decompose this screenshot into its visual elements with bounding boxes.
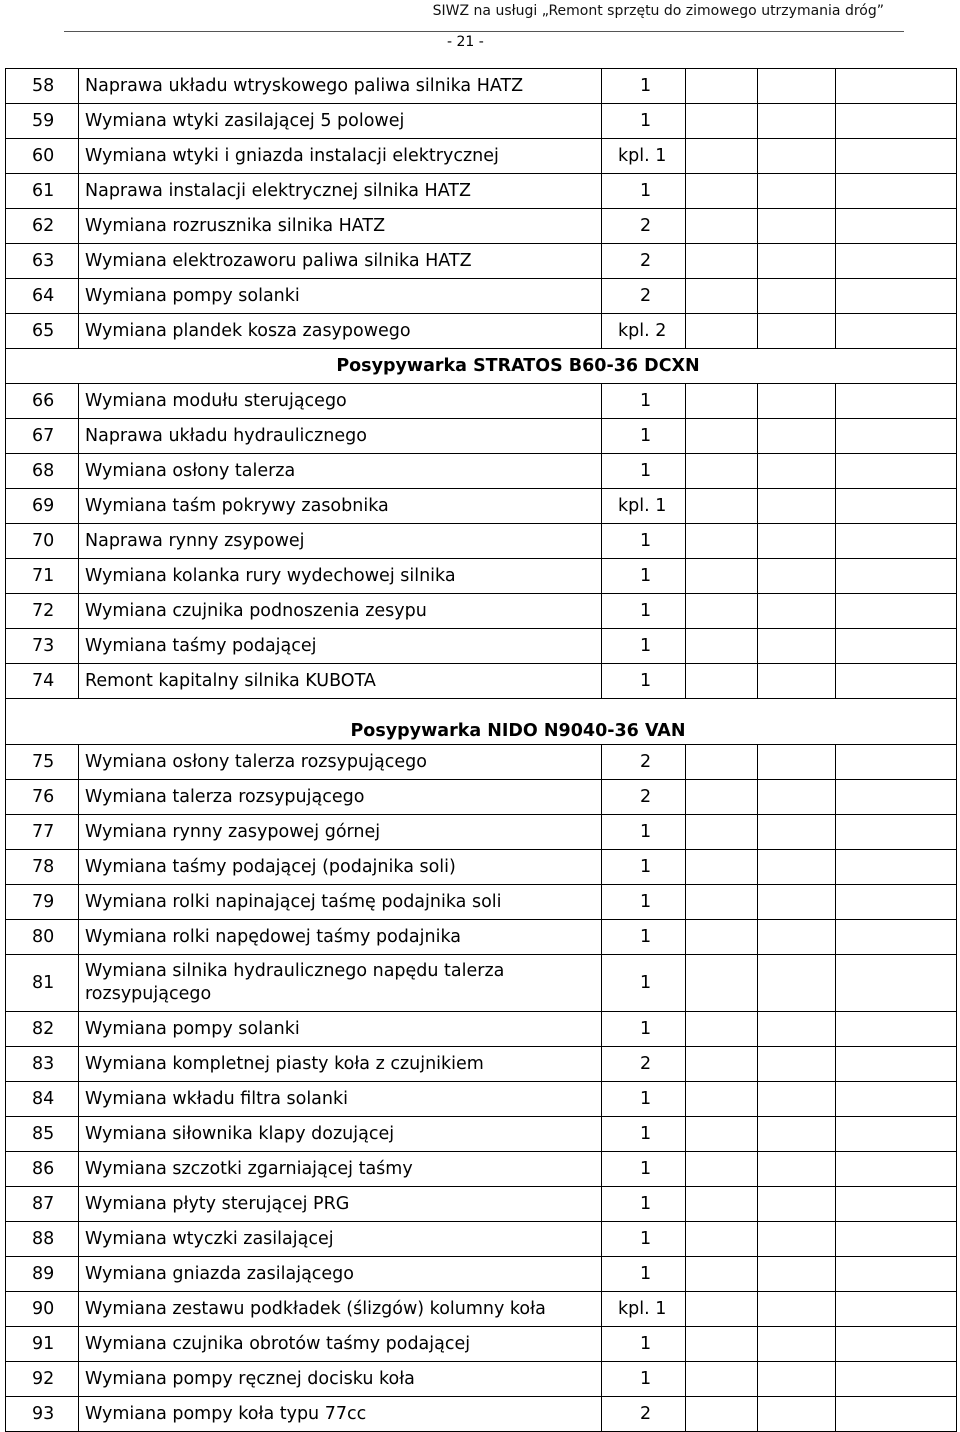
empty-cell — [758, 1117, 836, 1152]
table-row — [6, 419, 957, 454]
empty-cell — [836, 419, 957, 454]
item-description-cell: Wymiana rolki napinającej taśmę podajnika soli — [79, 885, 602, 920]
item-quantity-cell: 1 — [602, 1222, 686, 1257]
item-number-cell: 79 — [6, 885, 79, 920]
item-quantity-cell: kpl. 1 — [602, 139, 686, 174]
item-quantity-cell: 1 — [602, 1012, 686, 1047]
item-number-cell: 71 — [6, 559, 79, 594]
empty-cell — [686, 594, 758, 629]
table-row — [6, 104, 957, 139]
table-row — [6, 1117, 957, 1152]
item-number-cell: 58 — [6, 69, 79, 104]
empty-cell — [758, 885, 836, 920]
item-description-cell: Wymiana pompy solanki — [79, 1012, 602, 1047]
empty-cell — [836, 629, 957, 664]
item-quantity-cell: 1 — [602, 1152, 686, 1187]
empty-cell — [758, 920, 836, 955]
empty-cell — [686, 1012, 758, 1047]
empty-cell — [758, 1292, 836, 1327]
empty-cell — [758, 174, 836, 209]
item-quantity-cell: 1 — [602, 1362, 686, 1397]
empty-cell — [686, 419, 758, 454]
item-description-cell: Wymiana pompy solanki — [79, 279, 602, 314]
item-description-cell: Wymiana silnika hydraulicznego napędu talerza rozsypującego — [79, 955, 602, 1012]
empty-cell — [836, 489, 957, 524]
empty-cell — [758, 1152, 836, 1187]
table-row — [6, 955, 957, 1012]
empty-cell — [686, 1187, 758, 1222]
item-description-cell: Wymiana rynny zasypowej górnej — [79, 815, 602, 850]
table-row — [6, 1362, 957, 1397]
empty-cell — [686, 920, 758, 955]
item-number-cell: 86 — [6, 1152, 79, 1187]
empty-cell — [836, 1012, 957, 1047]
empty-cell — [758, 850, 836, 885]
empty-cell — [686, 524, 758, 559]
item-description-cell: Wymiana elektrozaworu paliwa silnika HATZ — [79, 244, 602, 279]
item-description-cell: Naprawa układu wtryskowego paliwa silnika HATZ — [79, 69, 602, 104]
section-header-row — [6, 699, 957, 745]
section-header-row — [6, 349, 957, 384]
item-quantity-cell: 2 — [602, 209, 686, 244]
item-description-cell: Naprawa układu hydraulicznego — [79, 419, 602, 454]
empty-cell — [836, 209, 957, 244]
empty-cell — [686, 1292, 758, 1327]
repair-items-table — [5, 68, 957, 1432]
empty-cell — [836, 244, 957, 279]
item-number-cell: 70 — [6, 524, 79, 559]
section-title: Posypywarka NIDO N9040-36 VAN — [6, 699, 957, 745]
table-row — [6, 1327, 957, 1362]
empty-cell — [836, 314, 957, 349]
table-row — [6, 745, 957, 780]
item-number-cell: 74 — [6, 664, 79, 699]
item-description-cell: Wymiana pompy ręcznej docisku koła — [79, 1362, 602, 1397]
item-quantity-cell: 1 — [602, 594, 686, 629]
empty-cell — [686, 1047, 758, 1082]
item-quantity-cell: 1 — [602, 524, 686, 559]
item-quantity-cell: kpl. 1 — [602, 489, 686, 524]
table-row — [6, 1152, 957, 1187]
table-row — [6, 594, 957, 629]
table-row — [6, 454, 957, 489]
item-number-cell: 81 — [6, 955, 79, 1012]
item-description-cell: Wymiana czujnika obrotów taśmy podającej — [79, 1327, 602, 1362]
empty-cell — [686, 559, 758, 594]
empty-cell — [836, 745, 957, 780]
item-quantity-cell: 1 — [602, 885, 686, 920]
empty-cell — [758, 244, 836, 279]
table-row — [6, 1292, 957, 1327]
item-number-cell: 83 — [6, 1047, 79, 1082]
item-description-cell: Wymiana gniazda zasilającego — [79, 1257, 602, 1292]
item-number-cell: 65 — [6, 314, 79, 349]
item-description-cell: Wymiana siłownika klapy dozującej — [79, 1117, 602, 1152]
empty-cell — [836, 1362, 957, 1397]
item-quantity-cell: 1 — [602, 850, 686, 885]
item-number-cell: 88 — [6, 1222, 79, 1257]
item-number-cell: 63 — [6, 244, 79, 279]
empty-cell — [686, 664, 758, 699]
empty-cell — [758, 664, 836, 699]
item-number-cell: 69 — [6, 489, 79, 524]
table-row — [6, 1397, 957, 1432]
empty-cell — [758, 1362, 836, 1397]
item-number-cell: 82 — [6, 1012, 79, 1047]
empty-cell — [836, 524, 957, 559]
empty-cell — [686, 104, 758, 139]
table-row — [6, 244, 957, 279]
table-row — [6, 1222, 957, 1257]
item-description-cell: Wymiana zestawu podkładek (ślizgów) kolumny koła — [79, 1292, 602, 1327]
empty-cell — [836, 1047, 957, 1082]
header-divider — [64, 31, 904, 32]
item-number-cell: 67 — [6, 419, 79, 454]
item-number-cell: 91 — [6, 1327, 79, 1362]
item-number-cell: 64 — [6, 279, 79, 314]
empty-cell — [836, 850, 957, 885]
empty-cell — [758, 279, 836, 314]
item-description-cell: Wymiana pompy koła typu 77cc — [79, 1397, 602, 1432]
item-description-cell: Wymiana wkładu filtra solanki — [79, 1082, 602, 1117]
empty-cell — [758, 780, 836, 815]
item-number-cell: 68 — [6, 454, 79, 489]
empty-cell — [686, 1397, 758, 1432]
item-quantity-cell: 1 — [602, 384, 686, 419]
empty-cell — [758, 104, 836, 139]
empty-cell — [758, 489, 836, 524]
table-row — [6, 209, 957, 244]
item-number-cell: 75 — [6, 745, 79, 780]
item-quantity-cell: 2 — [602, 1047, 686, 1082]
empty-cell — [686, 1362, 758, 1397]
item-quantity-cell: 1 — [602, 1117, 686, 1152]
item-quantity-cell: 1 — [602, 69, 686, 104]
table-row — [6, 1047, 957, 1082]
item-description-cell: Remont kapitalny silnika KUBOTA — [79, 664, 602, 699]
empty-cell — [758, 384, 836, 419]
empty-cell — [686, 139, 758, 174]
empty-cell — [686, 629, 758, 664]
empty-cell — [758, 1327, 836, 1362]
table-row — [6, 1012, 957, 1047]
empty-cell — [836, 885, 957, 920]
item-description-cell: Wymiana kompletnej piasty koła z czujnikiem — [79, 1047, 602, 1082]
item-number-cell: 87 — [6, 1187, 79, 1222]
item-number-cell: 78 — [6, 850, 79, 885]
item-description-cell: Wymiana plandek kosza zasypowego — [79, 314, 602, 349]
item-quantity-cell: 1 — [602, 815, 686, 850]
empty-cell — [686, 815, 758, 850]
item-description-cell: Wymiana wtyki i gniazda instalacji elektrycznej — [79, 139, 602, 174]
empty-cell — [758, 955, 836, 1012]
empty-cell — [758, 1012, 836, 1047]
table-row — [6, 885, 957, 920]
item-quantity-cell: 1 — [602, 1082, 686, 1117]
item-quantity-cell: 1 — [602, 104, 686, 139]
table-body — [6, 69, 957, 1432]
empty-cell — [758, 629, 836, 664]
item-quantity-cell: 2 — [602, 1397, 686, 1432]
item-quantity-cell: 2 — [602, 745, 686, 780]
table-row — [6, 815, 957, 850]
empty-cell — [686, 1222, 758, 1257]
item-number-cell: 61 — [6, 174, 79, 209]
item-number-cell: 72 — [6, 594, 79, 629]
item-quantity-cell: 2 — [602, 279, 686, 314]
table-row — [6, 384, 957, 419]
empty-cell — [686, 780, 758, 815]
empty-cell — [758, 1047, 836, 1082]
item-description-cell: Wymiana modułu sterującego — [79, 384, 602, 419]
item-number-cell: 80 — [6, 920, 79, 955]
table-row — [6, 664, 957, 699]
page-number: - 21 - — [447, 34, 484, 50]
item-number-cell: 62 — [6, 209, 79, 244]
empty-cell — [686, 955, 758, 1012]
empty-cell — [758, 69, 836, 104]
item-quantity-cell: 1 — [602, 629, 686, 664]
empty-cell — [758, 745, 836, 780]
empty-cell — [836, 1187, 957, 1222]
empty-cell — [758, 594, 836, 629]
table-row — [6, 629, 957, 664]
item-number-cell: 93 — [6, 1397, 79, 1432]
empty-cell — [686, 244, 758, 279]
table-row — [6, 850, 957, 885]
empty-cell — [758, 139, 836, 174]
table-row — [6, 524, 957, 559]
table-row — [6, 69, 957, 104]
item-description-cell: Wymiana wtyczki zasilającej — [79, 1222, 602, 1257]
empty-cell — [836, 664, 957, 699]
empty-cell — [686, 174, 758, 209]
empty-cell — [836, 1222, 957, 1257]
item-quantity-cell: kpl. 2 — [602, 314, 686, 349]
item-description-cell: Wymiana płyty sterującej PRG — [79, 1187, 602, 1222]
table-row — [6, 1187, 957, 1222]
item-quantity-cell: kpl. 1 — [602, 1292, 686, 1327]
item-number-cell: 89 — [6, 1257, 79, 1292]
empty-cell — [836, 815, 957, 850]
item-description-cell: Wymiana talerza rozsypującego — [79, 780, 602, 815]
item-description-cell: Naprawa rynny zsypowej — [79, 524, 602, 559]
empty-cell — [758, 209, 836, 244]
table-row — [6, 1257, 957, 1292]
item-number-cell: 76 — [6, 780, 79, 815]
item-quantity-cell: 1 — [602, 664, 686, 699]
empty-cell — [836, 955, 957, 1012]
table-row — [6, 920, 957, 955]
empty-cell — [758, 1082, 836, 1117]
empty-cell — [836, 384, 957, 419]
empty-cell — [836, 559, 957, 594]
item-quantity-cell: 1 — [602, 1257, 686, 1292]
item-quantity-cell: 1 — [602, 920, 686, 955]
empty-cell — [836, 780, 957, 815]
empty-cell — [836, 1397, 957, 1432]
item-number-cell: 85 — [6, 1117, 79, 1152]
item-number-cell: 59 — [6, 104, 79, 139]
empty-cell — [686, 454, 758, 489]
empty-cell — [836, 279, 957, 314]
item-description-cell: Wymiana kolanka rury wydechowej silnika — [79, 559, 602, 594]
item-number-cell: 60 — [6, 139, 79, 174]
item-quantity-cell: 2 — [602, 244, 686, 279]
empty-cell — [836, 1082, 957, 1117]
item-description-cell: Wymiana taśm pokrywy zasobnika — [79, 489, 602, 524]
empty-cell — [836, 1292, 957, 1327]
item-description-cell: Wymiana wtyki zasilającej 5 polowej — [79, 104, 602, 139]
item-number-cell: 84 — [6, 1082, 79, 1117]
empty-cell — [758, 1257, 836, 1292]
empty-cell — [758, 524, 836, 559]
item-number-cell: 66 — [6, 384, 79, 419]
item-quantity-cell: 1 — [602, 174, 686, 209]
empty-cell — [836, 594, 957, 629]
table-row — [6, 1082, 957, 1117]
item-number-cell: 73 — [6, 629, 79, 664]
item-quantity-cell: 1 — [602, 1187, 686, 1222]
item-description-cell: Wymiana czujnika podnoszenia zesypu — [79, 594, 602, 629]
empty-cell — [686, 1327, 758, 1362]
empty-cell — [758, 1187, 836, 1222]
empty-cell — [836, 920, 957, 955]
empty-cell — [836, 1117, 957, 1152]
empty-cell — [686, 1082, 758, 1117]
empty-cell — [686, 209, 758, 244]
table-row — [6, 279, 957, 314]
empty-cell — [758, 454, 836, 489]
table-row — [6, 174, 957, 209]
item-description-cell: Naprawa instalacji elektrycznej silnika HATZ — [79, 174, 602, 209]
item-number-cell: 77 — [6, 815, 79, 850]
table-row — [6, 139, 957, 174]
empty-cell — [836, 1257, 957, 1292]
empty-cell — [686, 1152, 758, 1187]
empty-cell — [758, 815, 836, 850]
empty-cell — [836, 174, 957, 209]
item-description-cell: Wymiana rolki napędowej taśmy podajnika — [79, 920, 602, 955]
empty-cell — [686, 1257, 758, 1292]
item-quantity-cell: 1 — [602, 454, 686, 489]
empty-cell — [686, 745, 758, 780]
empty-cell — [758, 1397, 836, 1432]
item-description-cell: Wymiana taśmy podającej — [79, 629, 602, 664]
empty-cell — [758, 419, 836, 454]
empty-cell — [686, 314, 758, 349]
item-quantity-cell: 1 — [602, 559, 686, 594]
empty-cell — [836, 69, 957, 104]
item-quantity-cell: 2 — [602, 780, 686, 815]
empty-cell — [836, 1152, 957, 1187]
empty-cell — [686, 489, 758, 524]
item-quantity-cell: 1 — [602, 1327, 686, 1362]
empty-cell — [758, 559, 836, 594]
table-row — [6, 559, 957, 594]
empty-cell — [686, 69, 758, 104]
item-number-cell: 92 — [6, 1362, 79, 1397]
empty-cell — [836, 454, 957, 489]
item-description-cell: Wymiana taśmy podającej (podajnika soli) — [79, 850, 602, 885]
item-description-cell: Wymiana szczotki zgarniającej taśmy — [79, 1152, 602, 1187]
empty-cell — [836, 104, 957, 139]
table-row — [6, 489, 957, 524]
empty-cell — [686, 384, 758, 419]
table-row — [6, 314, 957, 349]
item-quantity-cell: 1 — [602, 419, 686, 454]
item-description-cell: Wymiana rozrusznika silnika HATZ — [79, 209, 602, 244]
item-description-cell: Wymiana osłony talerza rozsypującego — [79, 745, 602, 780]
empty-cell — [758, 1222, 836, 1257]
empty-cell — [836, 1327, 957, 1362]
document-header-title: SIWZ na usługi „Remont sprzętu do zimowego utrzymania dróg” — [432, 3, 884, 19]
section-title: Posypywarka STRATOS B60-36 DCXN — [6, 349, 957, 384]
table-row — [6, 780, 957, 815]
empty-cell — [686, 1117, 758, 1152]
item-quantity-cell: 1 — [602, 955, 686, 1012]
empty-cell — [836, 139, 957, 174]
empty-cell — [758, 314, 836, 349]
empty-cell — [686, 885, 758, 920]
item-description-cell: Wymiana osłony talerza — [79, 454, 602, 489]
empty-cell — [686, 279, 758, 314]
item-number-cell: 90 — [6, 1292, 79, 1327]
empty-cell — [686, 850, 758, 885]
